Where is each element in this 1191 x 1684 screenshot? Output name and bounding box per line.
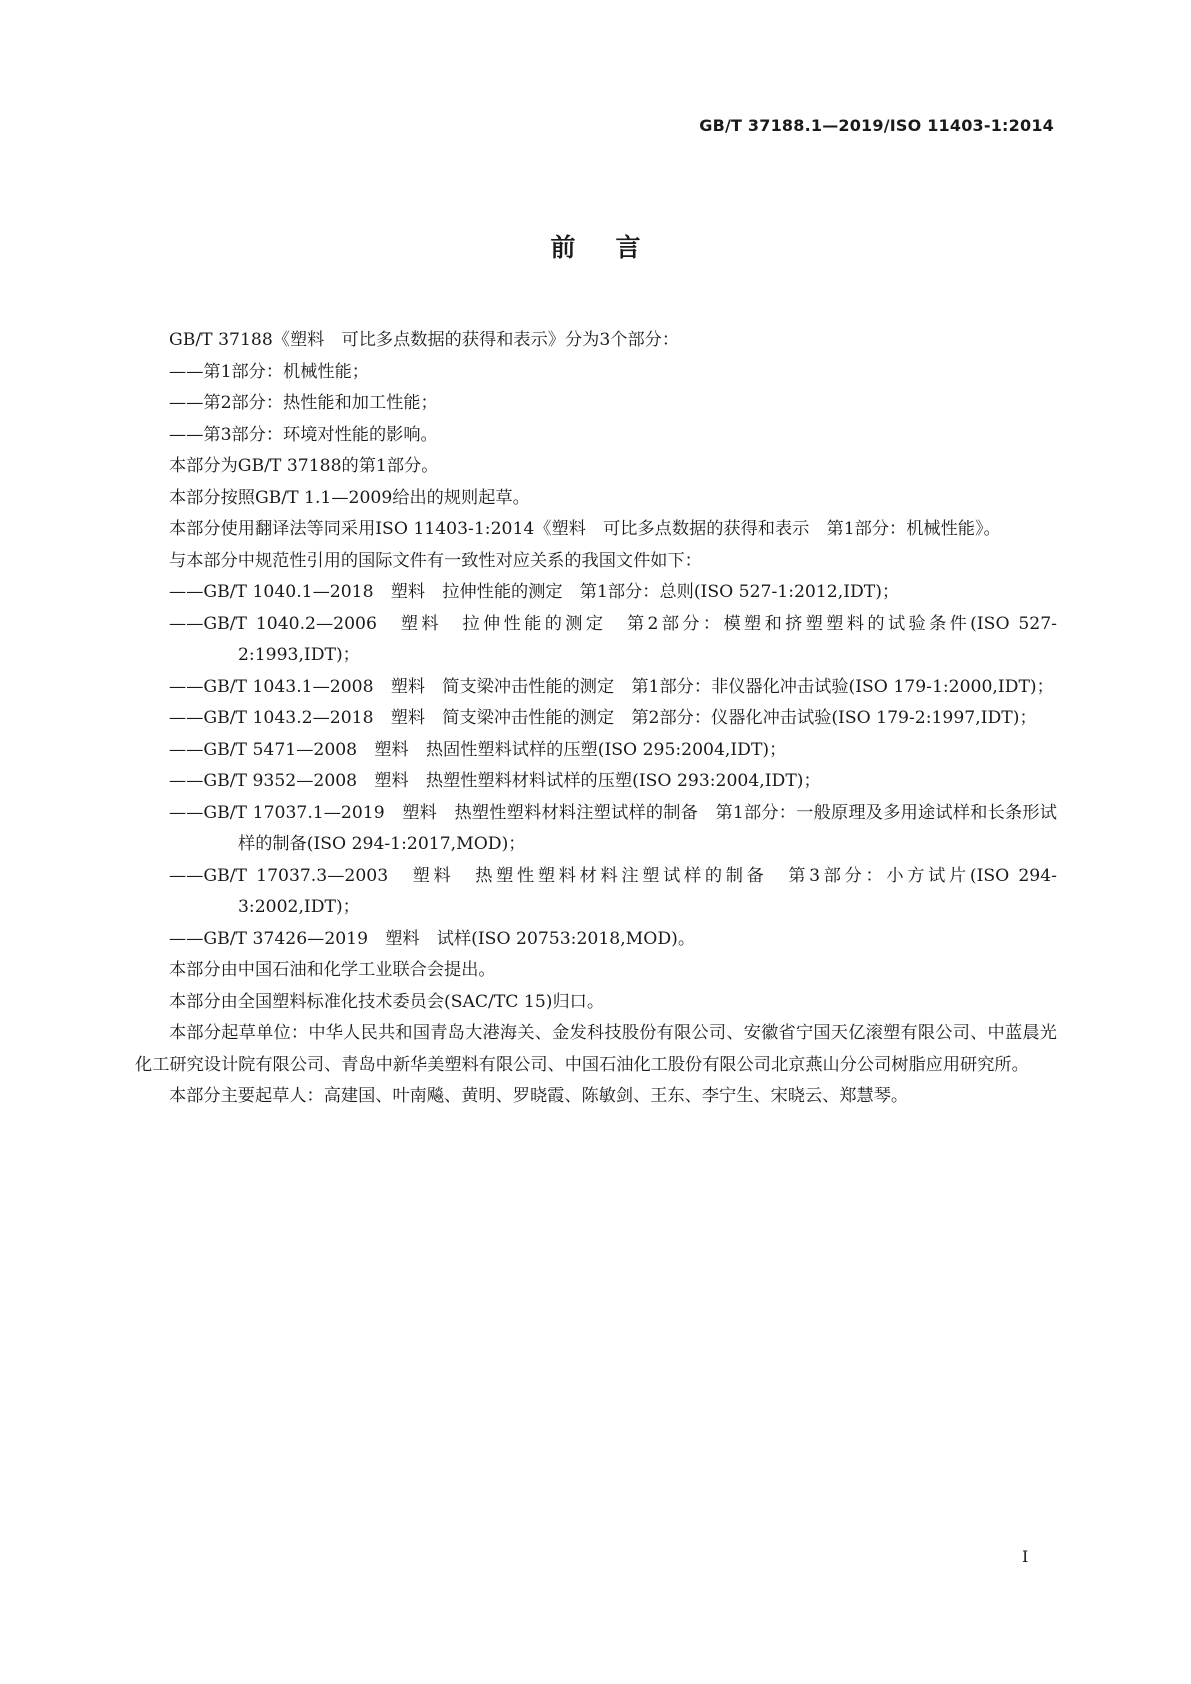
standard-number-header: GB/T 37188.1—2019/ISO 11403-1:2014 xyxy=(699,116,1054,135)
paragraph: 本部分由中国石油和化学工业联合会提出。 xyxy=(169,960,496,980)
list-item: ——GB/T 9352—2008 塑料 热塑性塑料材料试样的压塑(ISO 293:2004,IDT)； xyxy=(169,771,821,791)
list-item: ——GB/T 1043.2—2018 塑料 简支梁冲击性能的测定 第2部分：仪器化冲击试验(ISO 179-2:1997,IDT)； xyxy=(169,708,1037,728)
list-item: ——GB/T 37426—2019 塑料 试样(ISO 20753:2018,MOD)。 xyxy=(169,928,696,949)
page-title: 前言 xyxy=(550,233,681,262)
paragraph: 本部分由全国塑料标准化技术委员会(SAC/TC 15)归口。 xyxy=(169,991,605,1012)
paragraph: 本部分使用翻译法等同采用ISO 11403-1:2014《塑料 可比多点数据的获得和表示 第1部分：机械性能》。 xyxy=(169,519,1001,539)
list-item: ——GB/T 1043.1—2008 塑料 简支梁冲击性能的测定 第1部分：非仪器化冲击试验(ISO 179-1:2000,IDT)； xyxy=(169,676,1054,697)
list-item: ——GB/T 5471—2008 塑料 热固性塑料试样的压塑(ISO 295:2004,IDT)； xyxy=(169,739,787,760)
list-item: ——GB/T 1040.1—2018 塑料 拉伸性能的测定 第1部分：总则(ISO 527-1:2012,IDT)； xyxy=(169,582,900,602)
list-item: ——第3部分：环境对性能的影响。 xyxy=(169,424,438,445)
paragraph: 本部分主要起草人：高建国、叶南飚、黄明、罗晓霞、陈敏剑、王东、李宁生、宋晓云、郑慧琴。 xyxy=(169,1086,909,1106)
paragraph: 与本部分中规范性引用的国际文件有一致性对应关系的我国文件如下： xyxy=(169,550,702,571)
list-item: ——第1部分：机械性能； xyxy=(169,361,369,382)
document-body xyxy=(135,325,1057,1113)
paragraph: 本部分为GB/T 37188的第1部分。 xyxy=(169,456,439,476)
paragraph: 本部分按照GB/T 1.1—2009给出的规则起草。 xyxy=(169,487,530,508)
paragraph: GB/T 37188《塑料 可比多点数据的获得和表示》分为3个部分： xyxy=(169,330,680,350)
list-item: ——GB/T 1040.2—2006 塑料 拉伸性能的测定 第2部分：模塑和挤塑塑料的试验条件(ISO 527-2:1993,IDT)； xyxy=(169,613,1057,665)
list-item: ——GB/T 17037.3—2003 塑料 热塑性塑料材料注塑试样的制备 第3部分：小方试片(ISO 294-3:2002,IDT)； xyxy=(169,865,1057,917)
paragraph: 本部分起草单位：中华人民共和国青岛大港海关、金发科技股份有限公司、安徽省宁国天亿滚塑有限公司、中蓝晨光化工研究设计院有限公司、青岛中新华美塑料有限公司、中国石油化工股份有限公司北京燕山分公司树脂应用研究所。 xyxy=(135,1023,1057,1075)
list-item: ——GB/T 17037.1—2019 塑料 热塑性塑料材料注塑试样的制备 第1部分：一般原理及多用途试样和长条形试样的制备(ISO 294-1:2017,MOD)； xyxy=(169,802,1057,854)
list-item: ——第2部分：热性能和加工性能； xyxy=(169,393,438,413)
page-number: I xyxy=(1022,1547,1029,1566)
